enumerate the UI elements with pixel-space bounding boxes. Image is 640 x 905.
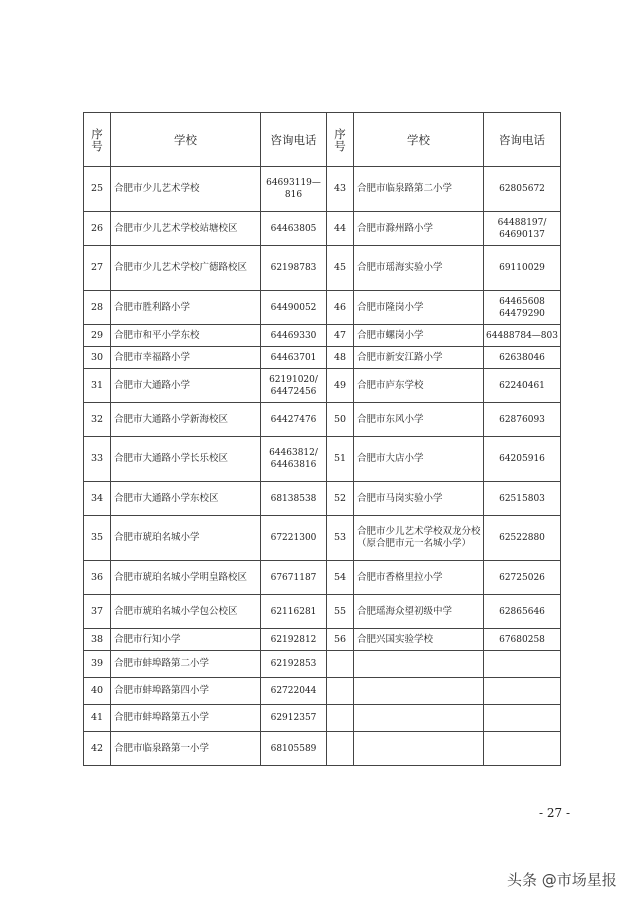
- row-number-2: 52: [327, 482, 354, 516]
- school-name: 合肥市大通路小学新海校区: [111, 403, 261, 437]
- school-name-2: [354, 705, 484, 732]
- table-row: [84, 705, 561, 732]
- row-number-2: 45: [327, 246, 354, 291]
- table-row: [84, 325, 561, 347]
- phone-number: 68105589: [261, 732, 327, 766]
- phone-number-2: [484, 651, 561, 678]
- phone-number: 64427476: [261, 403, 327, 437]
- row-number-2: 47: [327, 325, 354, 347]
- phone-number-2: 62638046: [484, 347, 561, 369]
- school-name: 合肥市大通路小学: [111, 369, 261, 403]
- phone-number-2: 62876093: [484, 403, 561, 437]
- phone-number: 62198783: [261, 246, 327, 291]
- table-row: [84, 651, 561, 678]
- school-name-2: [354, 651, 484, 678]
- school-name-2: 合肥市隆岗小学: [354, 291, 484, 325]
- row-number-2: 56: [327, 629, 354, 651]
- source-watermark: 头条 @市场星报: [507, 871, 617, 889]
- phone-number-2: [484, 705, 561, 732]
- row-number-2: [327, 678, 354, 705]
- table-row: [84, 347, 561, 369]
- table-row: [84, 403, 561, 437]
- table-row: [84, 291, 561, 325]
- school-name: 合肥市少儿艺术学校站塘校区: [111, 212, 261, 246]
- phone-number: 67671187: [261, 561, 327, 595]
- school-name-2: 合肥市大店小学: [354, 437, 484, 482]
- row-number-2: [327, 732, 354, 766]
- header-no-2: 序号: [327, 113, 354, 167]
- row-number: 28: [84, 291, 111, 325]
- row-number: 33: [84, 437, 111, 482]
- school-name-2: 合肥市香格里拉小学: [354, 561, 484, 595]
- school-name-2: 合肥兴国实验学校: [354, 629, 484, 651]
- row-number: 27: [84, 246, 111, 291]
- row-number-2: 50: [327, 403, 354, 437]
- row-number: 29: [84, 325, 111, 347]
- phone-number: 67221300: [261, 516, 327, 561]
- school-name: 合肥市行知小学: [111, 629, 261, 651]
- phone-number-2: 62522880: [484, 516, 561, 561]
- school-name-2: 合肥瑶海众望初级中学: [354, 595, 484, 629]
- school-name-2: 合肥市少儿艺术学校双龙分校 （原合肥市元一名城小学）: [354, 516, 484, 561]
- school-name-2: 合肥市马岗实验小学: [354, 482, 484, 516]
- row-number: 36: [84, 561, 111, 595]
- row-number: 41: [84, 705, 111, 732]
- page-number: - 27 -: [539, 806, 571, 820]
- row-number: 35: [84, 516, 111, 561]
- school-name: 合肥市琥珀名城小学明皇路校区: [111, 561, 261, 595]
- school-name: 合肥市少儿艺术学校广德路校区: [111, 246, 261, 291]
- row-number: 26: [84, 212, 111, 246]
- school-name-2: 合肥市东风小学: [354, 403, 484, 437]
- table-row: [84, 678, 561, 705]
- school-name-2: [354, 732, 484, 766]
- phone-number: 64463701: [261, 347, 327, 369]
- phone-number: 64469330: [261, 325, 327, 347]
- school-name: 合肥市琥珀名城小学包公校区: [111, 595, 261, 629]
- phone-number-2: 62240461: [484, 369, 561, 403]
- phone-number: 62191020/ 64472456: [261, 369, 327, 403]
- table-row: [84, 561, 561, 595]
- table-row: [84, 369, 561, 403]
- table-row: [84, 516, 561, 561]
- header-school-2: 学校: [354, 113, 484, 167]
- school-name: 合肥市大通路小学东校区: [111, 482, 261, 516]
- phone-number: 62912357: [261, 705, 327, 732]
- phone-number: 68138538: [261, 482, 327, 516]
- school-name-2: 合肥市螺岗小学: [354, 325, 484, 347]
- row-number-2: 44: [327, 212, 354, 246]
- row-number: 37: [84, 595, 111, 629]
- phone-number: 64463805: [261, 212, 327, 246]
- phone-number-2: 64488197/ 64690137: [484, 212, 561, 246]
- phone-number-2: 62805672: [484, 167, 561, 212]
- phone-number-2: [484, 732, 561, 766]
- phone-number: 64463812/ 64463816: [261, 437, 327, 482]
- row-number-2: 46: [327, 291, 354, 325]
- phone-number: 62192812: [261, 629, 327, 651]
- school-name-2: 合肥市新安江路小学: [354, 347, 484, 369]
- phone-number: 62192853: [261, 651, 327, 678]
- phone-number-2: 64488784—803: [484, 325, 561, 347]
- school-name: 合肥市少儿艺术学校: [111, 167, 261, 212]
- table-row: [84, 732, 561, 766]
- table-row: [84, 437, 561, 482]
- row-number: 34: [84, 482, 111, 516]
- phone-number-2: 64205916: [484, 437, 561, 482]
- row-number-2: 49: [327, 369, 354, 403]
- header-phone: 咨询电话: [261, 113, 327, 167]
- school-phone-table: [83, 112, 561, 766]
- phone-number-2: [484, 678, 561, 705]
- table-row: [84, 629, 561, 651]
- row-number-2: [327, 705, 354, 732]
- school-name: 合肥市大通路小学长乐校区: [111, 437, 261, 482]
- row-number-2: 48: [327, 347, 354, 369]
- school-name: 合肥市蚌埠路第二小学: [111, 651, 261, 678]
- table-header-row: [84, 113, 561, 167]
- row-number-2: [327, 651, 354, 678]
- table-row: [84, 167, 561, 212]
- row-number: 31: [84, 369, 111, 403]
- header-school: 学校: [111, 113, 261, 167]
- row-number-2: 55: [327, 595, 354, 629]
- school-name-2: [354, 678, 484, 705]
- header-no: 序号: [84, 113, 111, 167]
- school-name: 合肥市琥珀名城小学: [111, 516, 261, 561]
- row-number: 30: [84, 347, 111, 369]
- school-name: 合肥市蚌埠路第五小学: [111, 705, 261, 732]
- table-row: [84, 482, 561, 516]
- row-number-2: 54: [327, 561, 354, 595]
- school-name: 合肥市临泉路第一小学: [111, 732, 261, 766]
- school-name-2: 合肥市庐东学校: [354, 369, 484, 403]
- school-name-2: 合肥市瑶海实验小学: [354, 246, 484, 291]
- phone-number: 64490052: [261, 291, 327, 325]
- school-name: 合肥市胜利路小学: [111, 291, 261, 325]
- phone-number: 62116281: [261, 595, 327, 629]
- phone-number-2: 69110029: [484, 246, 561, 291]
- school-name: 合肥市蚌埠路第四小学: [111, 678, 261, 705]
- row-number: 25: [84, 167, 111, 212]
- header-phone-2: 咨询电话: [484, 113, 561, 167]
- phone-number: 64693119—816: [261, 167, 327, 212]
- school-former-name: （原合肥市元一名城小学）: [357, 538, 472, 549]
- row-number-2: 51: [327, 437, 354, 482]
- row-number-2: 53: [327, 516, 354, 561]
- phone-number-2: 62725026: [484, 561, 561, 595]
- row-number: 32: [84, 403, 111, 437]
- phone-number-2: 64465608 64479290: [484, 291, 561, 325]
- phone-number-2: 67680258: [484, 629, 561, 651]
- row-number: 38: [84, 629, 111, 651]
- phone-number: 62722044: [261, 678, 327, 705]
- row-number: 39: [84, 651, 111, 678]
- row-number-2: 43: [327, 167, 354, 212]
- school-name-2: 合肥市临泉路第二小学: [354, 167, 484, 212]
- table-row: [84, 212, 561, 246]
- school-name-2: 合肥市滁州路小学: [354, 212, 484, 246]
- school-name: 合肥市幸福路小学: [111, 347, 261, 369]
- row-number: 40: [84, 678, 111, 705]
- table-row: [84, 246, 561, 291]
- school-name: 合肥市和平小学东校: [111, 325, 261, 347]
- row-number: 42: [84, 732, 111, 766]
- table-row: [84, 595, 561, 629]
- phone-number-2: 62515803: [484, 482, 561, 516]
- phone-number-2: 62865646: [484, 595, 561, 629]
